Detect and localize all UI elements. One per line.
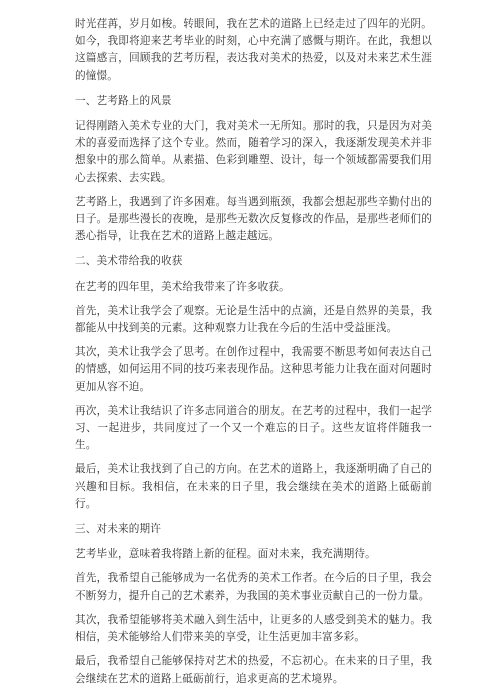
document-body	[75, 16, 432, 688]
section-2-paragraph-2: 首先，美术让我学会了观察。无论是生活中的点滴，还是自然界的美景，我都能从中找到美的元素。这种观察力让我在今后的生活中受益匪浅。	[75, 304, 432, 335]
section-heading-3: 三、对未来的期许	[75, 523, 161, 536]
section-3-paragraph-1: 艺考毕业，意味着我将踏上新的征程。面对未来，我充满期待。	[75, 548, 376, 561]
section-2-paragraph-1: 在艺考的四年里，美术给我带来了许多收获。	[75, 280, 290, 293]
section-heading-1: 一、艺考路上的风景	[75, 94, 172, 107]
section-1-paragraph-1: 记得刚踏入美术专业的大门，我对美术一无所知。那时的我，只是因为对美术的喜爱而选择了这个专业。然而，随着学习的深入，我逐渐发现美术并非想象中的那么简单。从素描、色彩到雕塑、设计，每一个领域都需要我们用心去探索、去实践。	[75, 120, 432, 184]
intro-paragraph: 时光荏苒，岁月如梭。转眼间，我在艺术的道路上已经走过了四年的光阴。如今，我即将迎来艺考毕业的时刻，心中充满了感慨与期许。在此，我想以这篇感言，回顾我的艺考历程，表达我对美术的热爱，以及对未来艺术生涯的憧憬。	[75, 18, 432, 82]
section-heading-2: 二、美术带给我的收获	[75, 255, 183, 268]
section-3-paragraph-2: 首先，我希望自己能够成为一名优秀的美术工作者。在今后的日子里，我会不断努力，提升自己的艺术素养，为我国的美术事业贡献自己的一份力量。	[75, 572, 432, 602]
section-2-paragraph-5: 最后，美术让我找到了自己的方向。在艺术的道路上，我逐渐明确了自己的兴趣和目标。我相信，在未来的日子里，我会继续在美术的道路上砥砺前行。	[75, 463, 432, 510]
section-1-paragraph-2: 艺考路上，我遇到了许多困难。每当遇到瓶颈，我都会想起那些辛勤付出的日子。是那些漫长的夜晚，是那些无数次反复修改的作品，是那些老师们的悉心指导，让我在艺术的道路上越走越远。	[75, 195, 432, 243]
section-2-paragraph-3: 其次，美术让我学会了思考。在创作过程中，我需要不断思考如何表达自己的情感，如何运用不同的技巧来表现作品。这种思考能力让我在面对问题时更加从容不迫。	[75, 346, 432, 393]
section-3-paragraph-3: 其次，我希望能够将美术融入到生活中，让更多的人感受到美术的魅力。我相信，美术能够给人们带来美的享受，让生活更加丰富多彩。	[75, 613, 432, 644]
section-2-paragraph-4: 再次，美术让我结识了许多志同道合的朋友。在艺考的过程中，我们一起学习、一起进步，共同度过了一个又一个难忘的日子。这些友谊将伴随我一生。	[75, 404, 432, 452]
section-3-paragraph-4: 最后，我希望自己能够保持对艺术的热爱，不忘初心。在未来的日子里，我会继续在艺术的道路上砥砺前行，追求更高的艺术境界。	[75, 655, 432, 685]
